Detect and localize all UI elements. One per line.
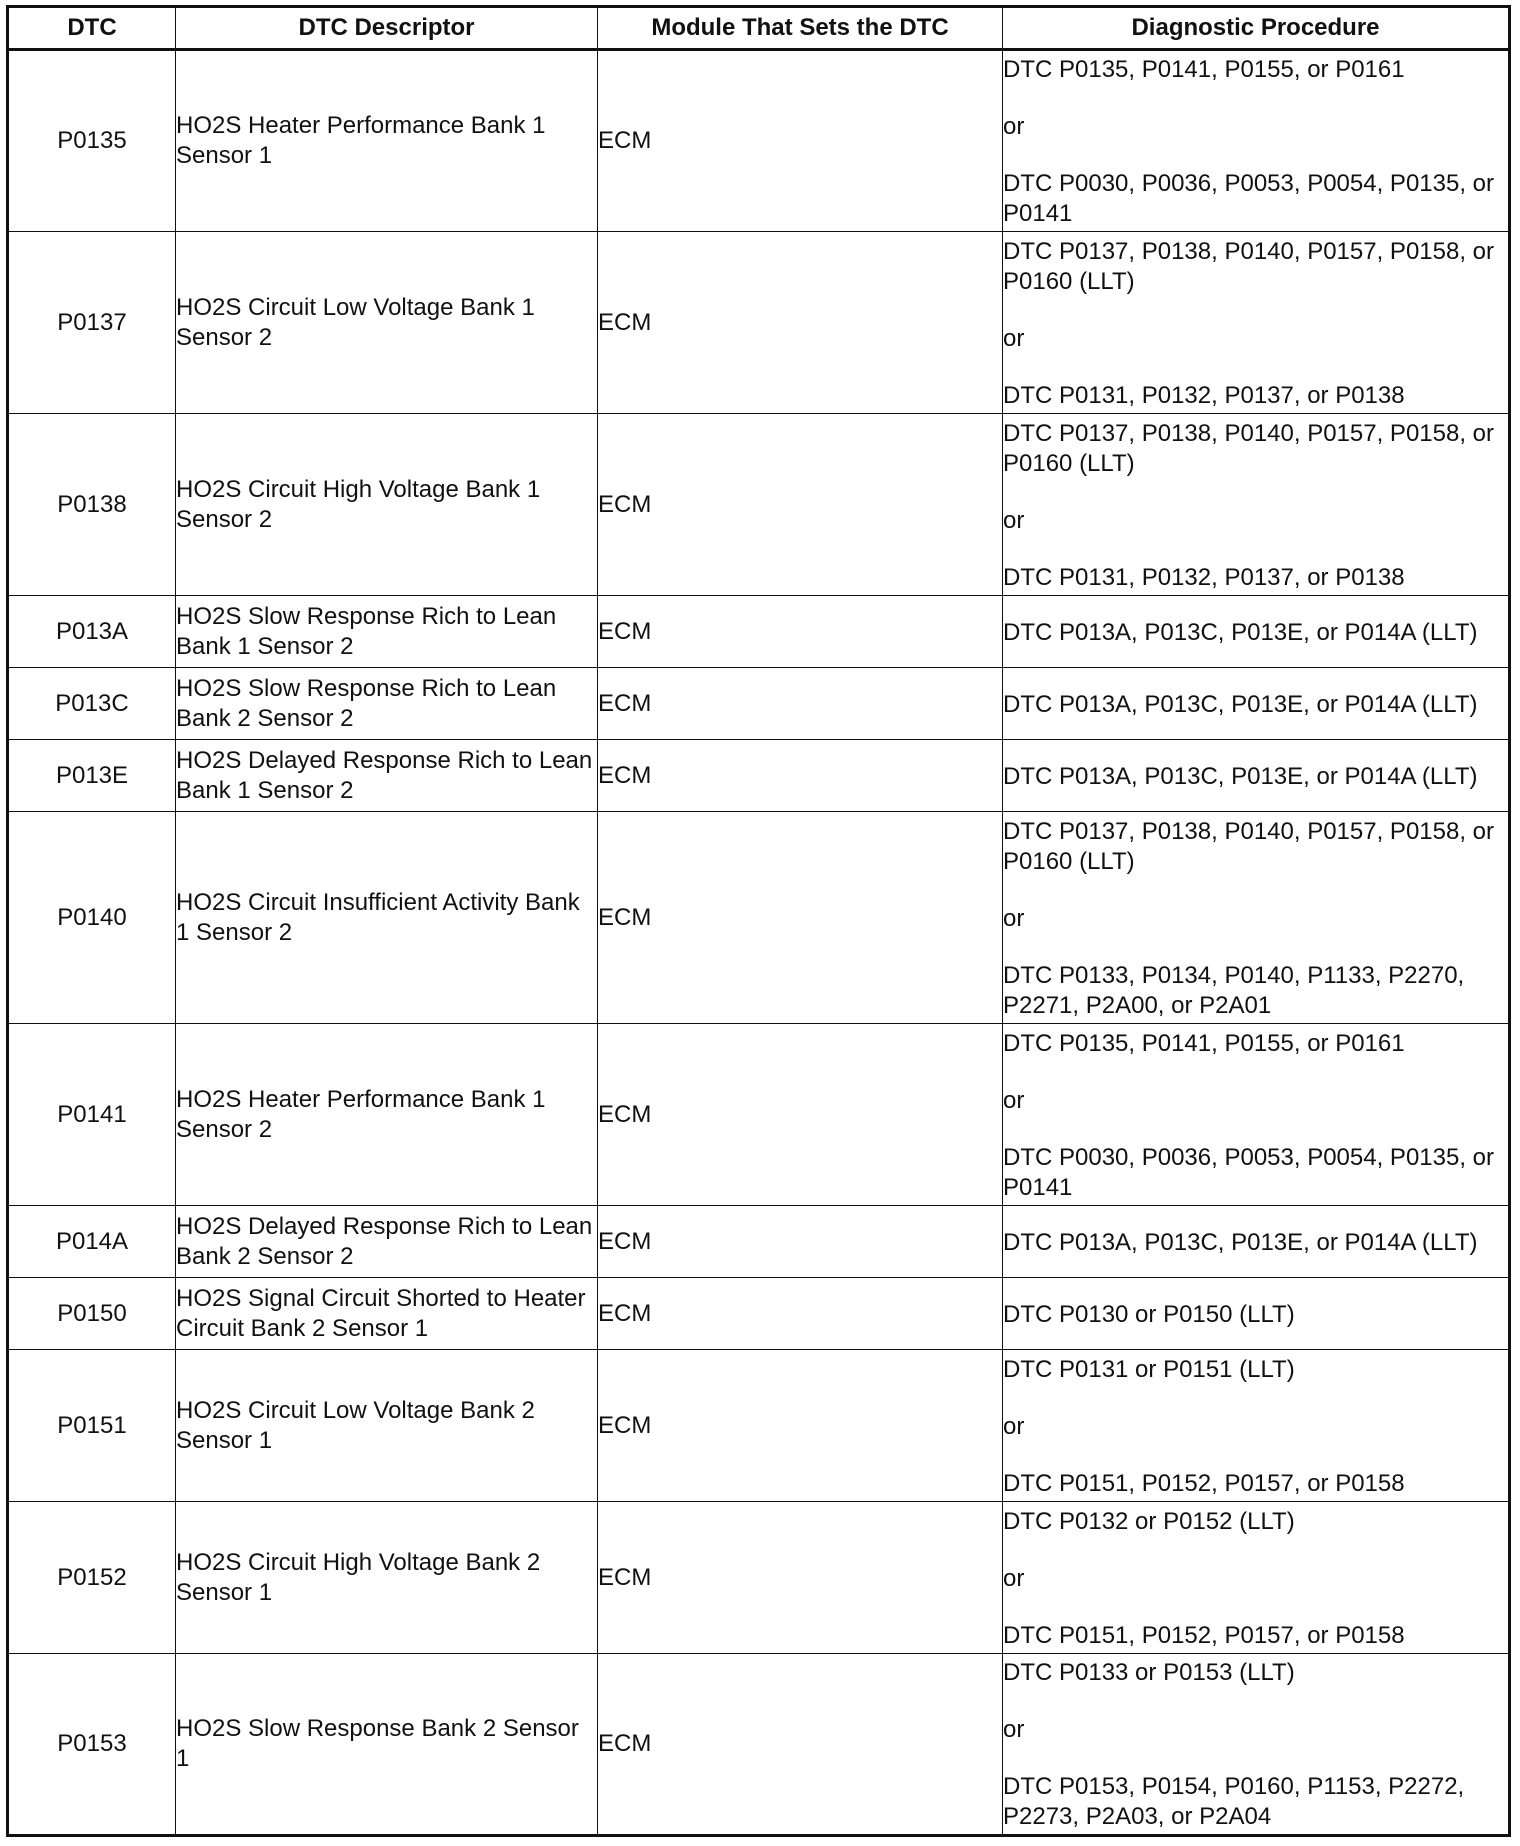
procedure-line: or — [1003, 1086, 1025, 1114]
procedure-lines — [1003, 669, 1508, 739]
procedure-line: DTC P0151, P0152, P0157, or P0158 — [1003, 1469, 1405, 1497]
procedure-line: DTC P0135, P0141, P0155, or P0161 — [1003, 1029, 1405, 1057]
dtc-code: P0141 — [8, 1024, 176, 1206]
module-name: ECM — [598, 50, 1003, 232]
procedure-lines — [1003, 233, 1508, 413]
dtc-descriptor: HO2S Circuit Low Voltage Bank 2 Sensor 1 — [176, 1350, 598, 1502]
module-name: ECM — [598, 232, 1003, 414]
procedure-line: DTC P0132 or P0152 (LLT) — [1003, 1507, 1295, 1535]
procedure-lines — [1003, 813, 1508, 1023]
procedure-line: DTC P0153, P0154, P0160, P1153, P2272, P2273, P2A03, or P2A04 — [1003, 1773, 1465, 1830]
diagnostic-procedure — [1003, 1654, 1510, 1836]
dtc-table — [6, 5, 1511, 1837]
dtc-descriptor: HO2S Slow Response Rich to Lean Bank 2 Sensor 2 — [176, 668, 598, 740]
procedure-lines — [1003, 51, 1508, 231]
dtc-descriptor: HO2S Circuit High Voltage Bank 1 Sensor 2 — [176, 414, 598, 596]
dtc-code: P0150 — [8, 1278, 176, 1350]
diagnostic-procedure — [1003, 740, 1510, 812]
table-row — [8, 668, 1510, 740]
dtc-code: P0151 — [8, 1350, 176, 1502]
dtc-code: P0140 — [8, 812, 176, 1024]
procedure-line: DTC P0133, P0134, P0140, P1133, P2270, P2271, P2A00, or P2A01 — [1003, 961, 1465, 1019]
dtc-descriptor: HO2S Slow Response Rich to Lean Bank 1 Sensor 2 — [176, 596, 598, 668]
procedure-line: DTC P0030, P0036, P0053, P0054, P0135, or P0141 — [1003, 1143, 1495, 1201]
diagnostic-procedure — [1003, 1206, 1510, 1278]
dtc-descriptor: HO2S Heater Performance Bank 1 Sensor 1 — [176, 50, 598, 232]
dtc-code: P014A — [8, 1206, 176, 1278]
procedure-line: or — [1003, 324, 1025, 352]
diagnostic-procedure — [1003, 232, 1510, 414]
diagnostic-procedure — [1003, 1024, 1510, 1206]
dtc-code: P013A — [8, 596, 176, 668]
dtc-descriptor: HO2S Slow Response Bank 2 Sensor 1 — [176, 1654, 598, 1836]
procedure-line: DTC P0151, P0152, P0157, or P0158 — [1003, 1621, 1405, 1649]
procedure-lines — [1003, 1351, 1508, 1501]
procedure-lines — [1003, 597, 1508, 667]
diagnostic-procedure — [1003, 1502, 1510, 1654]
procedure-line: or — [1003, 904, 1025, 932]
table-row — [8, 1206, 1510, 1278]
module-name: ECM — [598, 1350, 1003, 1502]
dtc-code: P013E — [8, 740, 176, 812]
table-body — [8, 50, 1510, 1836]
dtc-descriptor: HO2S Heater Performance Bank 1 Sensor 2 — [176, 1024, 598, 1206]
procedure-line: DTC P0030, P0036, P0053, P0054, P0135, or P0141 — [1003, 170, 1495, 227]
module-name: ECM — [598, 1278, 1003, 1350]
header-diagnostic-procedure: Diagnostic Procedure — [1003, 7, 1510, 50]
procedure-lines — [1003, 1025, 1508, 1205]
table-row — [8, 1350, 1510, 1502]
dtc-descriptor: HO2S Circuit Insufficient Activity Bank 1 Sensor 2 — [176, 812, 598, 1024]
procedure-line: DTC P0137, P0138, P0140, P0157, P0158, or P0160 (LLT) — [1003, 817, 1495, 875]
diagnostic-procedure — [1003, 668, 1510, 740]
procedure-line: DTC P0137, P0138, P0140, P0157, P0158, or P0160 (LLT) — [1003, 419, 1495, 477]
procedure-line: DTC P0135, P0141, P0155, or P0161 — [1003, 56, 1405, 83]
dtc-code: P0137 — [8, 232, 176, 414]
procedure-line: DTC P0133 or P0153 (LLT) — [1003, 1659, 1295, 1686]
procedure-line: or — [1003, 1564, 1025, 1592]
diagnostic-procedure — [1003, 596, 1510, 668]
procedure-line: DTC P0131 or P0151 (LLT) — [1003, 1355, 1295, 1383]
procedure-line: DTC P013A, P013C, P013E, or P014A (LLT) — [1003, 690, 1478, 718]
procedure-line: DTC P0131, P0132, P0137, or P0138 — [1003, 563, 1405, 591]
dtc-code: P0153 — [8, 1654, 176, 1836]
procedure-line: DTC P013A, P013C, P013E, or P014A (LLT) — [1003, 762, 1478, 790]
dtc-descriptor: HO2S Circuit Low Voltage Bank 1 Sensor 2 — [176, 232, 598, 414]
module-name: ECM — [598, 1654, 1003, 1836]
dtc-descriptor: HO2S Circuit High Voltage Bank 2 Sensor 1 — [176, 1502, 598, 1654]
header-dtc: DTC — [8, 7, 176, 50]
procedure-line: or — [1003, 1716, 1025, 1743]
module-name: ECM — [598, 414, 1003, 596]
module-name: ECM — [598, 1502, 1003, 1654]
procedure-line: DTC P013A, P013C, P013E, or P014A (LLT) — [1003, 1228, 1478, 1256]
dtc-code: P0138 — [8, 414, 176, 596]
diagnostic-procedure — [1003, 1350, 1510, 1502]
procedure-line: DTC P0130 or P0150 (LLT) — [1003, 1300, 1295, 1328]
procedure-line: DTC P0137, P0138, P0140, P0157, P0158, or P0160 (LLT) — [1003, 237, 1495, 295]
procedure-lines — [1003, 415, 1508, 595]
dtc-code: P0152 — [8, 1502, 176, 1654]
procedure-line: or — [1003, 506, 1025, 534]
procedure-line: DTC P013A, P013C, P013E, or P014A (LLT) — [1003, 618, 1478, 646]
module-name: ECM — [598, 812, 1003, 1024]
table-row — [8, 50, 1510, 232]
procedure-line: or — [1003, 113, 1025, 140]
procedure-lines — [1003, 1279, 1508, 1349]
dtc-descriptor: HO2S Signal Circuit Shorted to Heater Circuit Bank 2 Sensor 1 — [176, 1278, 598, 1350]
dtc-descriptor: HO2S Delayed Response Rich to Lean Bank 1 Sensor 2 — [176, 740, 598, 812]
table-row — [8, 812, 1510, 1024]
diagnostic-procedure — [1003, 414, 1510, 596]
table-row — [8, 232, 1510, 414]
dtc-code: P013C — [8, 668, 176, 740]
procedure-lines — [1003, 1207, 1508, 1277]
module-name: ECM — [598, 1206, 1003, 1278]
module-name: ECM — [598, 668, 1003, 740]
procedure-line: or — [1003, 1412, 1025, 1440]
diagnostic-procedure — [1003, 1278, 1510, 1350]
header-row — [8, 7, 1510, 50]
procedure-lines — [1003, 1503, 1508, 1653]
procedure-lines — [1003, 1654, 1508, 1834]
table-row — [8, 1654, 1510, 1836]
table-row — [8, 1024, 1510, 1206]
procedure-line: DTC P0131, P0132, P0137, or P0138 — [1003, 381, 1405, 409]
dtc-descriptor: HO2S Delayed Response Rich to Lean Bank 2 Sensor 2 — [176, 1206, 598, 1278]
table-row — [8, 596, 1510, 668]
module-name: ECM — [598, 740, 1003, 812]
diagnostic-procedure — [1003, 812, 1510, 1024]
module-name: ECM — [598, 1024, 1003, 1206]
module-name: ECM — [598, 596, 1003, 668]
dtc-code: P0135 — [8, 50, 176, 232]
table-row — [8, 1278, 1510, 1350]
header-dtc-descriptor: DTC Descriptor — [176, 7, 598, 50]
procedure-lines — [1003, 741, 1508, 811]
table-row — [8, 1502, 1510, 1654]
diagnostic-procedure — [1003, 50, 1510, 232]
table-header — [8, 7, 1510, 50]
table-row — [8, 740, 1510, 812]
table-row — [8, 414, 1510, 596]
header-module: Module That Sets the DTC — [598, 7, 1003, 50]
